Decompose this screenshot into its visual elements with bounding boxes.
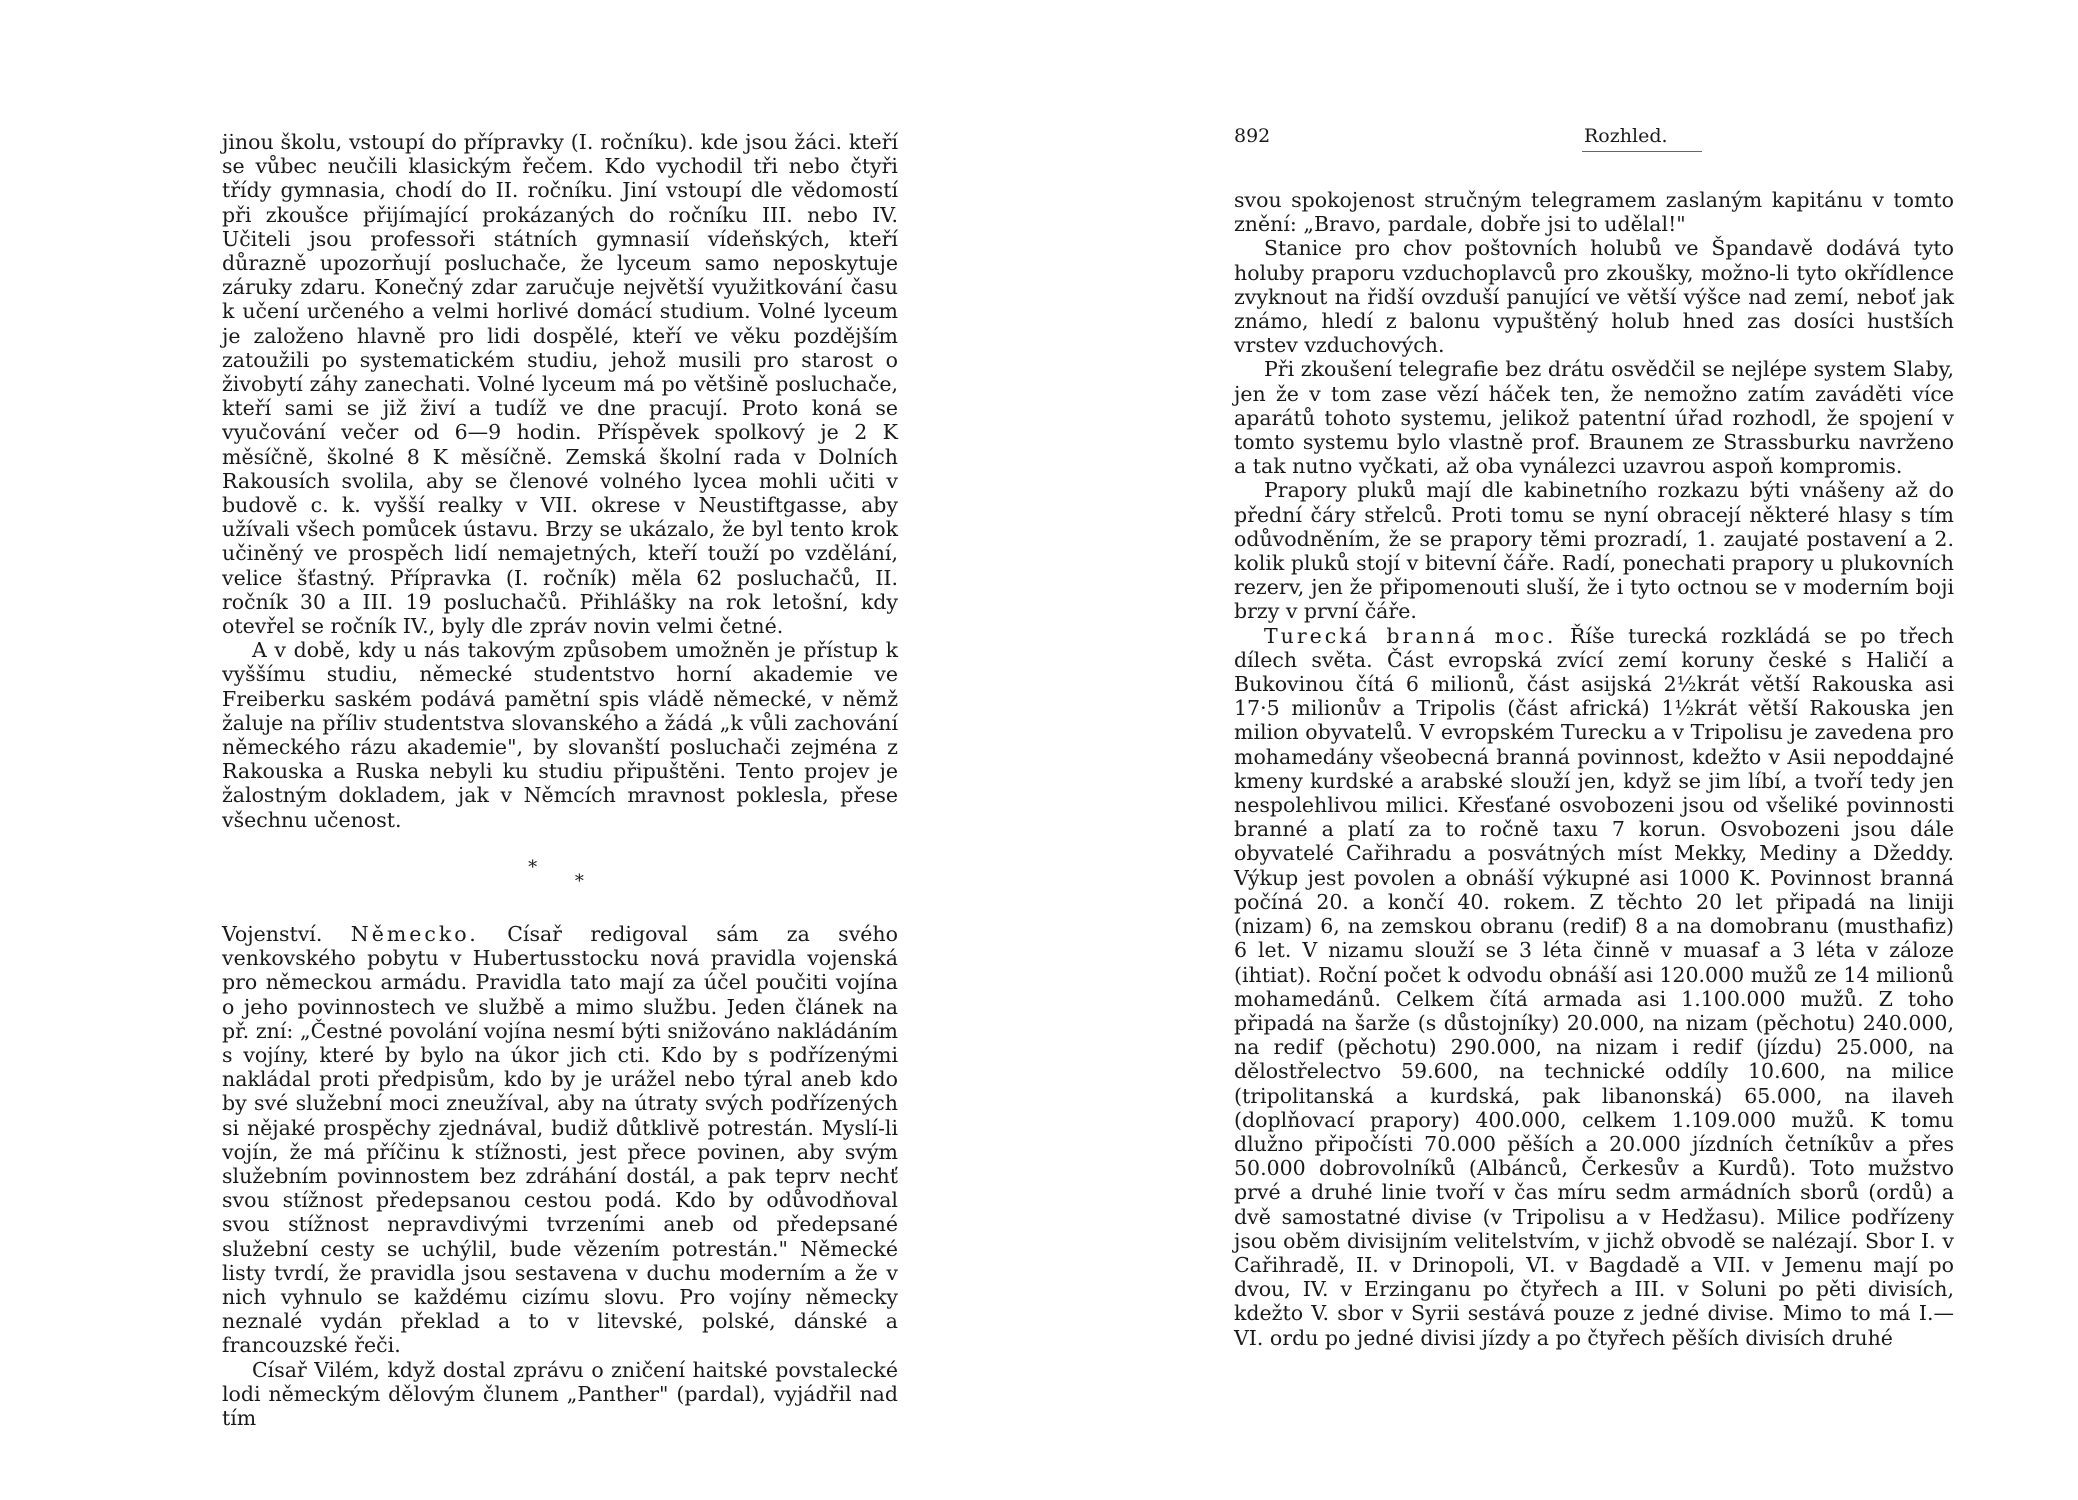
asterism-mark: * [574,870,584,892]
section-title: Turecká branná moc. [1264,623,1557,648]
section-title: Vojenství. [222,921,323,946]
paragraph: jinou školu, vstoupí do přípravky (I. ročníku). kde jsou žáci. kteří se vůbec neučili klasickým řečem. Kdo vychodil tři nebo čtyři třídy gymnasia, chodí do II. ročníku. Jiní vstoupí dle vědomostí při zkoušce přijímající prokázaných do ročníku III. nebo IV. Učiteli jsou professoři státních gymnasií vídeňských, kteří důrazně upozorňují posluchače, že lyceum samo neposkytuje záruky zdaru. Konečný zdar zaručuje největší využitkování času k učení určeného a velmi horlivé domácí studium. Volné lyceum je založeno hlavně pro lidi dospělé, kteří ve věku pozdějším zatoužili po systematickém studiu, jehož musili pro starost o živobytí záhy zanechati. Volné lyceum má po většině posluchače, kteří sami se již živí a tudíž ve dne pracují. Proto koná se vyučování večer od 6—9 hodin. Příspěvek spolkový je 2 K měsíčně, školné 8 K měsíčně. Zemská školní rada v Dolních Rakousích svolila, aby se členové volného lycea mohli učiti v budově c. k. vyšší realky v VII. okrese v Neustiftgasse, aby užívali všech pomůcek ústavu. Brzy se ukázalo, že byl tento krok učiněný ve prospěch lidí nemajetných, kteří touží po vzdělání, velice šťastný. Přípravka (I. ročník) měla 62 posluchačů, II. ročník 30 a III. 19 posluchačů. Přihlášky na rok letošní, kdy otevřel se ročník IV., byly dle zpráv novin velmi četné. [222,130,898,639]
paragraph [1234,624,1954,1350]
page-number: 892 [1234,125,1271,147]
paragraph-text: Císař redigoval sám za svého venkovského pobytu v Hubertusstocku nová pravidla vojenská pro německou armádu. Pravidla tato mají za účel poučiti vojína o jeho povinnostech ve službě a mimo službu. Jeden článek na př. zní: „Čestné povolání vojína nesmí býti snižováno nakládáním s vojíny, které by bylo na úkor jich cti. Kdo by s podřízenými nakládal proti předpisům, kdo by je urážel nebo týral aneb kdo by své služební moci zneužíval, aby na útraty svých podřízených si nějaké prospěchy zjednával, budiž důtklivě potrestán. Myslí-li vojín, že má příčinu k stížnosti, jest přece povinen, aby svým služebním povinnostem bez zdráhání dostál, a pak teprv nechť svou stížnost předepsanou cestou podá. Kdo by odůvodňoval svou stížnost nepravdivými tvrzeními aneb od předepsané služební cesty se uchýlil, bude vězením potrestán." Německé listy tvrdí, že pravidla jsou sestavena v duchu moderním a že v nich vyhnulo se každému cizímu slovu. Pro vojíny německy neznalé vydán překlad a to v litevské, polské, dánské a francouzské řeči. [222,921,898,1358]
paragraph: A v době, kdy u nás takovým způsobem umožněn je přístup k vyššímu studiu, německé studentstvo horní akademie ve Freiberku saském podává pamětní spis vládě německé, v němž žaluje na příliv studentstva slovanského a žádá „k vůli zachování německého rázu akademie", by slovanští posluchači zejména z Rakouska a Ruska nebyli ku studiu připuštěni. Tento projev je žalostným dokladem, jak v Němcích mravnost poklesla, přese všechnu učenost. [222,638,898,832]
paragraph: Při zkoušení telegrafie bez drátu osvědčil se nejlépe system Slaby, jen že v tom zase vězí háček ten, že nemožno zatím zaváděti více aparátů tohoto systemu, jelikož patentní úřad rozhodl, že spojení v tomto systemu bylo vlastně prof. Braunem ze Strassburku navrženo a tak nutno vyčkati, až oba vynálezci uzavrou aspoň kompromis. [1234,357,1954,479]
paragraph-text: Říše turecká rozkládá se po třech dílech světa. Část evropská zvící zemí koruny české s Haličí a Bukovinou čítá 6 milionů, část asijská 2½krát větší Rakouska asi 17·5 milionův a Tripolis (část africká) 1½krát větší Rakouska jen milion obyvatelů. V evropském Turecku a v Tripolisu je zavedena pro mohamedány všeobecná branná povinnost, kdežto v Asii nepoddajné kmeny kurdské a arabské slouží jen, když se jim líbí, a tvoří tedy jen nespolehlivou milici. Křesťané osvobozeni jsou od všeliké povinnosti branné a platí za to ročně taxu 7 korun. Osvobozeni jsou dále obyvatelé Cařihradu a posvátných míst Mekky, Mediny a Džeddy. Výkup jest povolen a obnáší výkupné asi 1000 K. Povinnost branná počíná 20. a končí 40. rokem. Z těchto 20 let připadá na liniji (nizam) 6, na zemskou obranu (redif) 8 a na domobranu (musthafiz) 6 let. V nizamu slouží se 3 léta činně v muasaf a 3 léta v záloze (ihtiat). Roční počet k odvodu obnáší asi 120.000 mužů ze 14 milionů mohamedánů. Celkem čítá armada asi 1.100.000 mužů. Z toho připadá na šarže (s důstojníky) 20.000, na nizam (pěchotu) 240.000, na redif (pěchotu) 290.000, na nizam i redif (jízdu) 25.000, na dělostřelectvo 59.600, na technické oddíly 10.600, na milice (tripolitanská a kurdská, pak libanonská) 65.000, na ilaveh (doplňovací prapory) 400.000, celkem 1.109.000 mužů. K tomu dlužno připočísti 70.000 pěších a 20.000 jízdních četníkův a přes 50.000 dobrovolníků (Albánců, Čerkesův a Kurdů). Toto mužstvo prvé a druhé linie tvoří v čas míru sedm armádních sborů (ordů) a dvě samostatné divise (v Tripolisu a v Hedžasu). Milice podřízeny jsou oběm divisijním velitelstvím, v jichž obvodě se nalézají. Sbor I. v Cařihradě, II. v Drinopoli, VI. v Bagdadě a VII. v Jemenu mají po dvou, IV. v Erzinganu po čtyřech a III. v Soluni po pěti divisích, kdežto V. sbor v Syrii sestává pouze z jedné divise. Mimo to má I.—VI. ordu po jedné divisi jízdy a po čtyřech pěších divisích druhé [1234,623,1954,1350]
section-subtitle: Německo. [350,921,479,946]
paragraph: Prapory pluků mají dle kabinetního rozkazu býti vnášeny až do přední čáry střelců. Proti tomu se nyní obracejí některé hlasy s tím odůvodněním, že se prapory těmi prozradí, 1. zaujaté postavení a 2. kolik pluků stojí v bitevní čáře. Radí, ponechati prapory u plukovních rezerv, jen že připomenouti sluší, že i tyto octnou se v moderním boji brzy v první čáře. [1234,478,1954,624]
section-divider [222,856,898,892]
left-text-column [222,130,898,1430]
running-title: Rozhled. [1584,125,1668,147]
right-page [1039,0,2078,1500]
page-header [1234,125,1954,155]
paragraph: svou spokojenost stručným telegramem zaslaným kapitánu v tomto znění: „Bravo, pardale, dobře jsi to udělal!" [1234,188,1954,237]
paragraph: Stanice pro chov poštovních holubů ve Špandavě dodává tyto holuby praporu vzduchoplavců pro zkoušky, možno-li tyto okřídlence zvyknout na řidší ovzduší panující ve větší výšce nad zemí, neboť jak známo, hledí z balonu vypuštěný holub hned zas dosíci hustších vrstev vzduchových. [1234,236,1954,358]
asterism-mark: * [528,856,538,878]
right-text-column [1234,188,1954,1350]
paragraph: Císař Vilém, když dostal zprávu o zničení haitské povstalecké lodi německým dělovým člunem „Panther" (pardal), vyjádřil nad tím [222,1357,898,1430]
paragraph [222,922,898,1358]
header-rule [1582,151,1702,152]
